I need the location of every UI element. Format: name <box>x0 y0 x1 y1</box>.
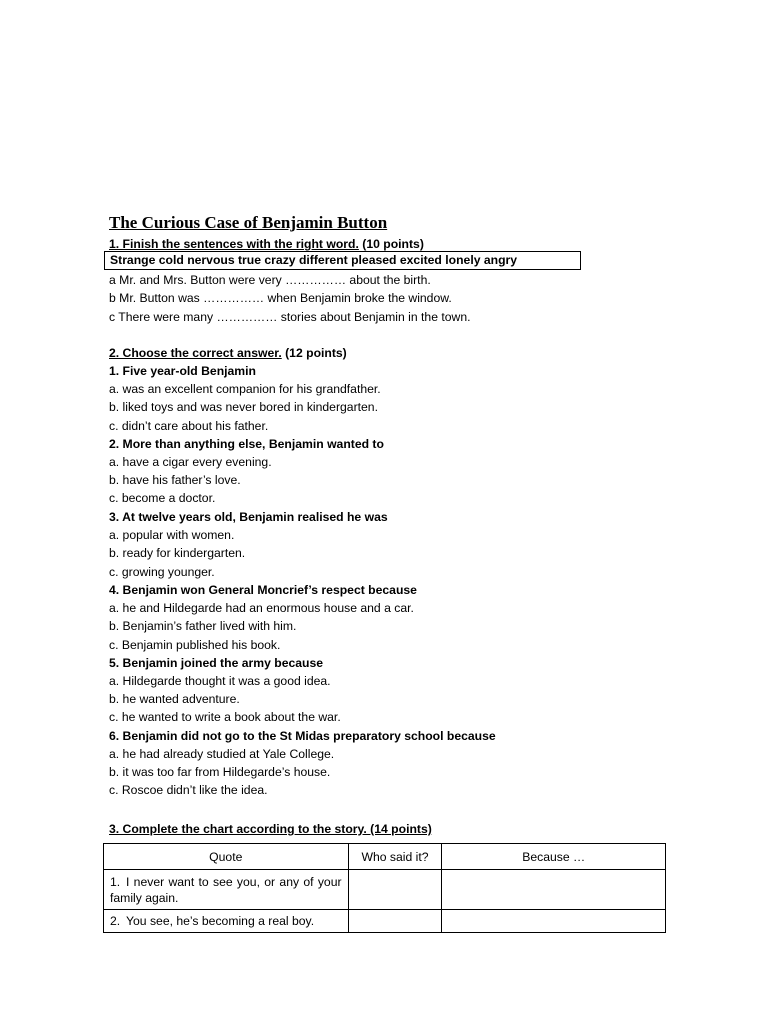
quote-cell <box>104 910 349 933</box>
sentence-a: a Mr. and Mrs. Button were very …………… about the birth. <box>109 273 431 287</box>
question-2-option-a: a. have a cigar every evening. <box>109 455 272 469</box>
because-cell[interactable] <box>442 870 666 910</box>
question-6-option-b: b. it was too far from Hildegarde’s house. <box>109 765 331 779</box>
question-4-option-c: c. Benjamin published his book. <box>109 638 281 652</box>
section3-heading <box>109 820 432 838</box>
table-row <box>104 910 666 933</box>
worksheet-title: The Curious Case of Benjamin Button <box>109 213 388 232</box>
quote-number: 2. <box>110 914 121 928</box>
question-2-option-c: c. become a doctor. <box>109 491 216 505</box>
question-6: 6. Benjamin did not go to the St Midas preparatory school because <box>109 729 496 743</box>
question-2-option-b: b. have his father’s love. <box>109 473 241 487</box>
who-said-cell[interactable] <box>348 910 442 933</box>
sentence-b: b Mr. Button was …………… when Benjamin broke the window. <box>109 291 452 305</box>
question-6-option-c: c. Roscoe didn’t like the idea. <box>109 783 268 797</box>
section2-heading <box>109 344 347 362</box>
chart-header-row <box>104 844 666 870</box>
quote-chart <box>103 843 666 933</box>
quote-text: I never want to see you, or any of your family again. <box>110 874 342 905</box>
question-3-option-a: a. popular with women. <box>109 528 235 542</box>
section3-heading-text: 3. Complete the chart according to the story. (14 points) <box>109 822 432 836</box>
quote-cell <box>104 870 349 910</box>
section1-heading-text: 1. Finish the sentences with the right word. <box>109 237 359 251</box>
question-5: 5. Benjamin joined the army because <box>109 656 324 670</box>
column-header-because: Because … <box>442 844 666 870</box>
question-1: 1. Five year-old Benjamin <box>109 364 256 378</box>
column-header-quote: Quote <box>104 844 349 870</box>
question-3-option-b: b. ready for kindergarten. <box>109 546 246 560</box>
section2-heading-text: 2. Choose the correct answer. <box>109 346 282 360</box>
question-6-option-a: a. he had already studied at Yale College. <box>109 747 335 761</box>
question-4-option-b: b. Benjamin’s father lived with him. <box>109 619 297 633</box>
question-4: 4. Benjamin won General Moncrief’s respect because <box>109 583 417 597</box>
because-cell[interactable] <box>442 910 666 933</box>
question-2: 2. More than anything else, Benjamin wanted to <box>109 437 384 451</box>
question-3-option-c: c. growing younger. <box>109 565 215 579</box>
quote-number: 1. <box>110 874 121 889</box>
word-bank: Strange cold nervous true crazy different pleased excited lonely angry <box>104 251 581 270</box>
sentence-c: c There were many …………… stories about Benjamin in the town. <box>109 310 471 324</box>
question-4-option-a: a. he and Hildegarde had an enormous house and a car. <box>109 601 414 615</box>
question-3: 3. At twelve years old, Benjamin realised he was <box>109 510 388 524</box>
section1-points: (10 points) <box>358 237 424 251</box>
table-row <box>104 870 666 910</box>
quote-text: You see, he’s becoming a real boy. <box>126 914 315 928</box>
section2-points: (12 points) <box>281 346 347 360</box>
question-1-option-c: c. didn’t care about his father. <box>109 419 269 433</box>
column-header-who: Who said it? <box>348 844 442 870</box>
question-5-option-a: a. Hildegarde thought it was a good idea. <box>109 674 331 688</box>
question-1-option-b: b. liked toys and was never bored in kindergarten. <box>109 400 378 414</box>
question-5-option-c: c. he wanted to write a book about the war. <box>109 710 341 724</box>
question-5-option-b: b. he wanted adventure. <box>109 692 240 706</box>
question-1-option-a: a. was an excellent companion for his grandfather. <box>109 382 381 396</box>
who-said-cell[interactable] <box>348 870 442 910</box>
